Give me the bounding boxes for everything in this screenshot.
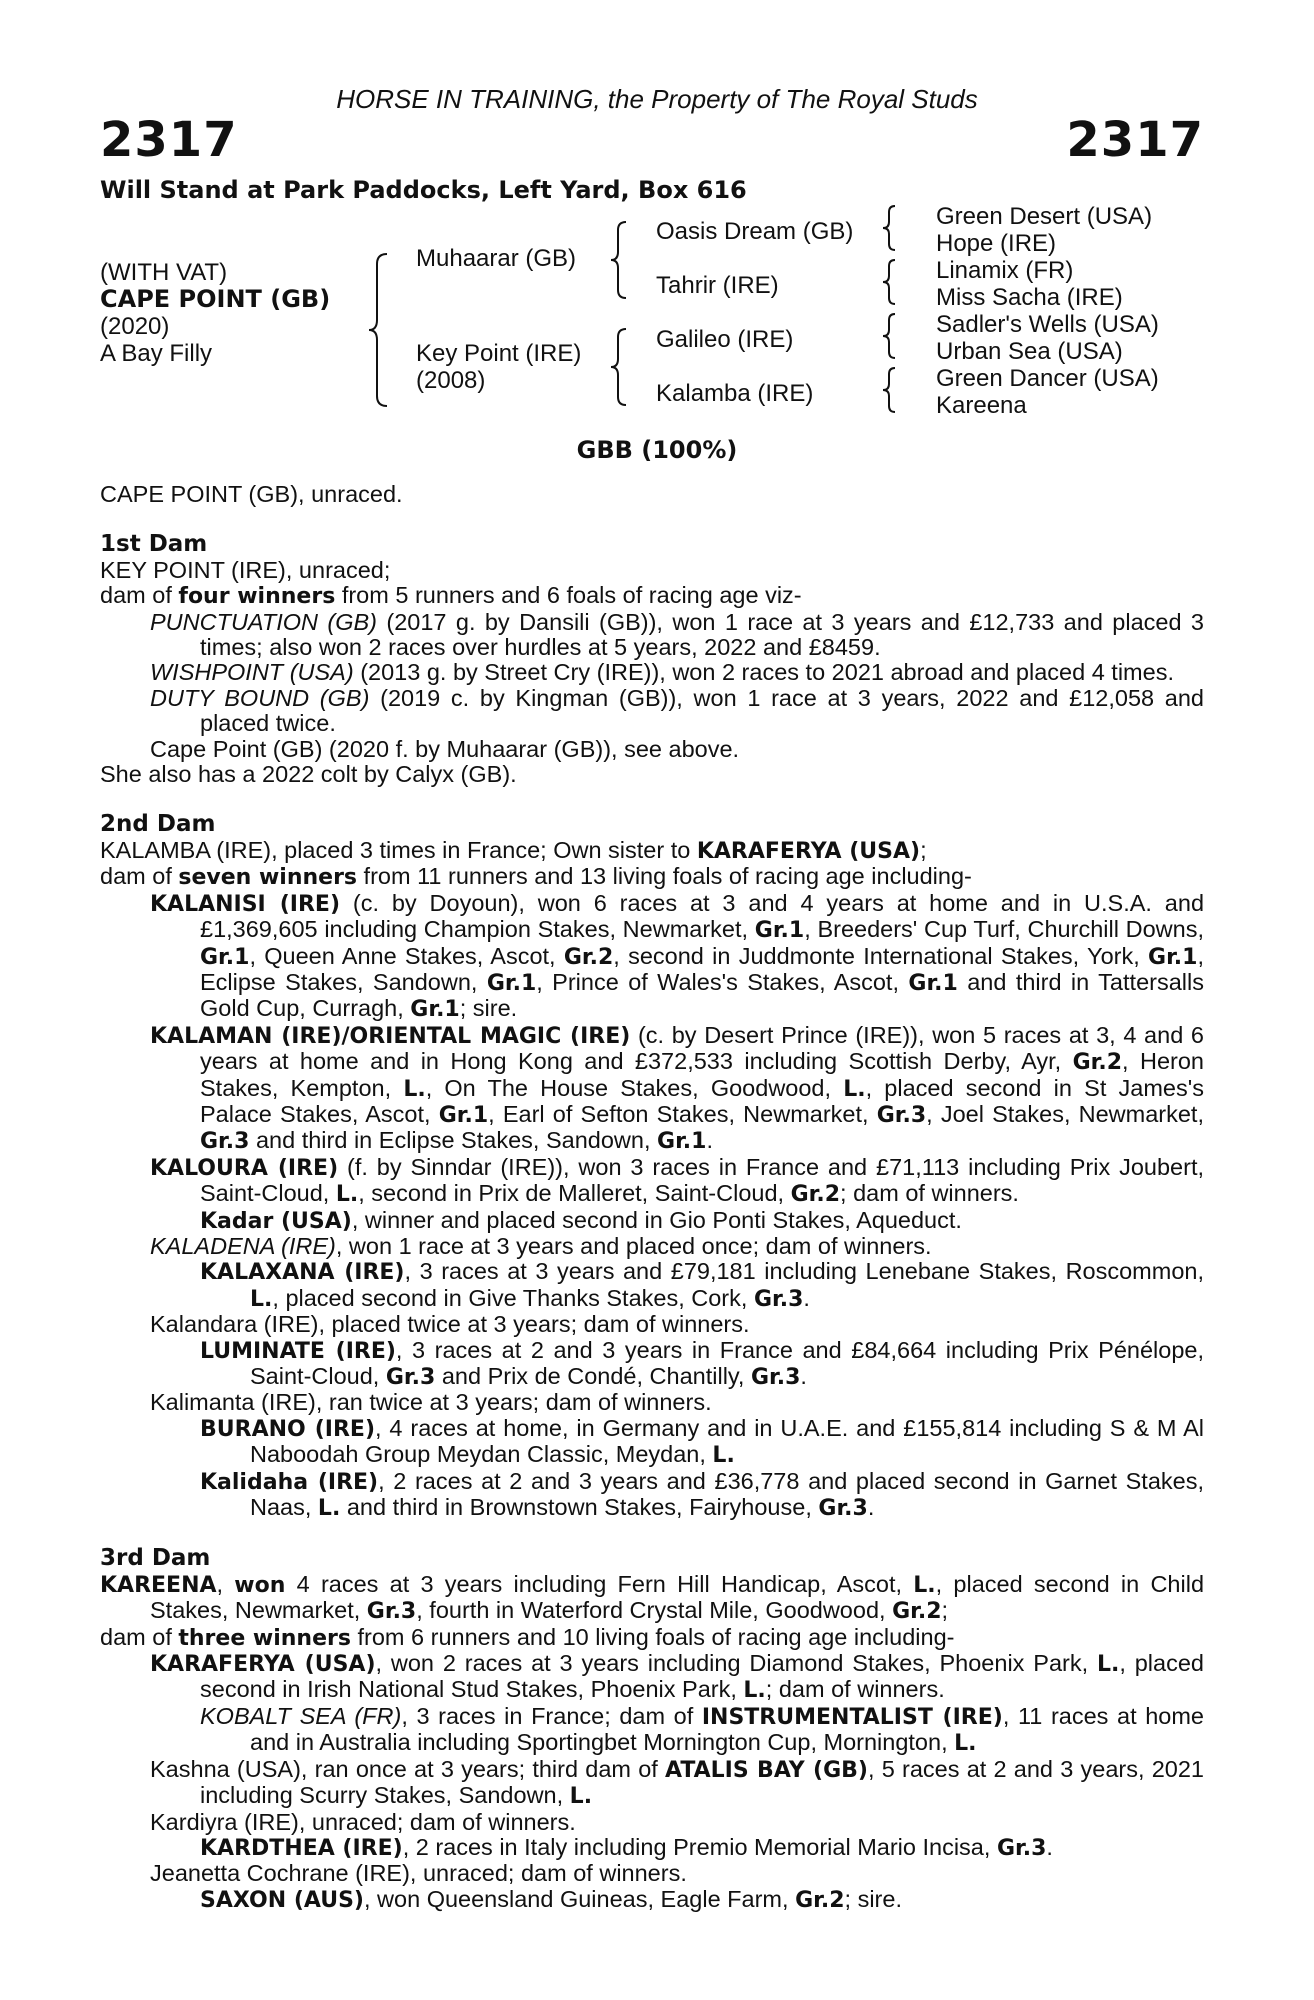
bold-text: Gr.3 [996, 1835, 1047, 1861]
text-run: (2017 g. by Dansili (GB)), won 1 race at 3 years and £12,733 and placed 3 times; also won 2 races over hurdles at 5 years, 2022 and £8459. [200, 608, 1204, 661]
pedigree-g3-8: Kareena [936, 392, 1027, 419]
text-run: and third in Tattersalls Gold Cup, Curragh, [200, 968, 1204, 1022]
bold-text: Gr.2 [1072, 1050, 1123, 1076]
text-run: , Breeders' Cup Turf, Churchill Downs, [804, 916, 1205, 943]
bold-text: Gr.2 [892, 1599, 942, 1625]
text-run: from 11 runners and 13 living foals of racing age including- [357, 863, 972, 890]
dam3-offspring-3: Kardiyra (IRE), unraced; dam of winners. [150, 1808, 576, 1835]
lot-number-left: 2317 [100, 112, 238, 168]
dam2-offspring-3 [100, 1155, 1204, 1208]
bold-text: Gr.2 [563, 944, 614, 970]
text-run: ; [941, 1597, 949, 1624]
dam2-offspring-2 [100, 1023, 1204, 1155]
pedigree-dam-sire: Galileo (IRE) [656, 326, 794, 353]
bold-text: LUMINATE (IRE) [200, 1338, 396, 1364]
text-run: (c. by Desert Prince (IRE)), won 5 races at 3, 4 and 6 years at home and in Hong Kong and £372,533 including Scottish Derby, Ayr, [200, 1021, 1204, 1075]
bold-text: L. [250, 1286, 273, 1312]
text-run: , [216, 1570, 235, 1597]
lot-number-right: 2317 [1066, 112, 1204, 168]
text-run: dam of [100, 1623, 179, 1650]
text-run: , 11 races at home and in Australia including Sportingbet Mornington Cup, Mornington, [250, 1702, 1205, 1756]
bold-text: L. [954, 1731, 977, 1757]
bold-text: Gr.3 [818, 1496, 868, 1522]
dam2-grand-5 [100, 1469, 1204, 1522]
bold-text: Gr.3 [385, 1365, 436, 1390]
pedigree-brace-dam [608, 325, 632, 409]
pedigree-brace-3 [880, 311, 900, 361]
text-run: , 2 races in Italy including Premio Memorial Mario Incisa, [402, 1833, 997, 1860]
dam2-line [100, 838, 1204, 864]
bold-text: L. [569, 1784, 593, 1810]
dam1-offspring-4: Cape Point (GB) (2020 f. by Muhaarar (GB)), see above. [150, 735, 740, 762]
text-run: , Joel Stakes, Newmarket, [926, 1100, 1204, 1127]
pedigree-dam-year: (2008) [416, 367, 486, 394]
bold-text: ATALIS BAY (GB) [665, 1757, 868, 1783]
dam2-heading: 2nd Dam [100, 811, 216, 838]
dam1-offspring-3 [100, 686, 1204, 737]
text-run: (2019 c. by Kingman (GB)), won 1 race at 3 years, 2022 and £12,058 and placed twice. [200, 684, 1205, 737]
text-run: , won Queensland Guineas, Eagle Farm, [364, 1885, 796, 1912]
dam3-grand-3 [100, 1887, 1204, 1913]
bold-text: Kalidaha (IRE) [200, 1469, 379, 1495]
catalogue-body [100, 482, 1204, 1913]
bold-text: L. [1096, 1652, 1120, 1678]
bold-text: SAXON (AUS) [200, 1887, 364, 1913]
text-run: from 5 runners and 6 foals of racing age viz- [335, 582, 802, 609]
dam1-note: She also has a 2022 colt by Calyx (GB). [100, 761, 517, 788]
text-run: , Queen Anne Stakes, Ascot, [249, 942, 564, 969]
text-run: ; dam of winners. [840, 1180, 1019, 1207]
dam2-grand-3 [100, 1338, 1204, 1391]
bold-text: L. [913, 1572, 936, 1598]
pedigree-g3-1: Green Desert (USA) [936, 203, 1153, 230]
bold-text: Gr.3 [753, 1286, 804, 1312]
dam3-grand-1 [100, 1704, 1204, 1757]
text-run: , placed second in Give Thanks Stakes, Cork, [272, 1284, 754, 1311]
dam1-offspring-2 [100, 660, 1204, 685]
bold-text: KALANISI (IRE) [150, 891, 341, 917]
bold-text: seven winners [178, 865, 358, 891]
text-run: and third in Brownstown Stakes, Fairyhouse, [340, 1494, 819, 1521]
text-run: ; sire. [459, 995, 518, 1022]
bold-text: Gr.3 [750, 1365, 801, 1390]
text-run: , 3 races at 3 years and £79,181 including Lenebane Stakes, Roscommon, [404, 1258, 1205, 1285]
text-run: ; sire. [844, 1885, 902, 1912]
dam1-produce [100, 583, 1204, 609]
bold-text: Kadar (USA) [200, 1208, 352, 1234]
pedigree-brace-2 [880, 257, 900, 307]
text-run: , second in Prix de Malleret, Saint-Cloud, [358, 1180, 791, 1207]
pedigree-g3-5: Sadler's Wells (USA) [936, 311, 1159, 338]
text-run: and third in Eclipse Stakes, Sandown, [249, 1127, 658, 1154]
pedigree-brace-main [365, 250, 395, 410]
dam1-line: KEY POINT (IRE), unraced; [100, 556, 391, 583]
bold-text: Gr.1 [1148, 944, 1198, 970]
text-run: , placed second in Irish National Stud Stakes, Phoenix Park, [200, 1650, 1204, 1703]
text-run: 4 races at 3 years including Fern Hill Handicap, Ascot, [285, 1570, 914, 1597]
text-run: , 2 races at 2 and 3 years and £36,778 and placed second in Garnet Stakes, Naas, [250, 1467, 1204, 1521]
horse-year: (2020) [100, 313, 170, 340]
bold-text: Gr.2 [790, 1182, 841, 1208]
dam2-grand-4 [100, 1416, 1204, 1469]
bold-text: Gr.2 [795, 1887, 845, 1913]
text-run: , winner and placed second in Gio Ponti Stakes, Aqueduct. [351, 1206, 962, 1233]
text-run: (f. by Sinndar (IRE)), won 3 races in France and £71,113 including Prix Joubert, Saint-Cloud, [200, 1153, 1205, 1207]
bold-text: Gr.1 [908, 970, 958, 996]
bold-text: KARAFERYA (USA) [696, 838, 921, 864]
bold-text: Gr.1 [438, 1102, 489, 1128]
text-run: , won 1 race at 3 years and placed once; dam of winners. [335, 1232, 932, 1259]
text-run: dam of [100, 582, 179, 609]
bold-text: KAREENA [100, 1572, 217, 1598]
text-run: , placed second in St James's Palace Stakes, Ascot, [200, 1074, 1204, 1127]
pedigree-brace-1 [880, 203, 900, 253]
dam2-offspring-6: Kalimanta (IRE), ran twice at 3 years; dam of winners. [150, 1389, 712, 1416]
text-run: , 4 races at home, in Germany and in U.A.E. and £155,814 including S & M Al Naboodah Group Meydan Classic, Meydan, [250, 1414, 1204, 1468]
bold-text: KALOURA (IRE) [150, 1155, 339, 1181]
dam2-offspring-5: Kalandara (IRE), placed twice at 3 years; dam of winners. [150, 1311, 750, 1338]
breeding-percentage: GBB (100%) [576, 436, 738, 464]
text-run: KOBALT SEA (FR) [200, 1702, 402, 1729]
text-run: and Prix de Condé, Chantilly, [435, 1363, 751, 1389]
intro-line: CAPE POINT (GB), unraced. [100, 481, 403, 507]
pedigree-dam: Key Point (IRE) [416, 340, 582, 367]
text-run: from 6 runners and 10 living foals of racing age including- [350, 1623, 955, 1650]
dam2-offspring-1 [100, 891, 1204, 1023]
stand-location: Will Stand at Park Paddocks, Left Yard, Box 616 [100, 176, 747, 204]
bold-text: won [234, 1572, 286, 1598]
text-run: , 3 races at 2 and 3 years in France and £84,664 including Prix Pénélope, Saint-Cloud, [250, 1336, 1204, 1389]
dam3-produce [100, 1625, 1204, 1651]
vat-note: (WITH VAT) [100, 259, 228, 286]
bold-text: BURANO (IRE) [200, 1416, 375, 1442]
pedigree-sire-sire: Oasis Dream (GB) [656, 218, 854, 245]
bold-text: four winners [178, 584, 336, 610]
text-run: PUNCTUATION (GB) [150, 608, 377, 635]
bold-text: L. [712, 1443, 735, 1469]
bold-text: Gr.3 [366, 1599, 417, 1625]
pedigree-sire: Muhaarar (GB) [416, 245, 577, 272]
text-run: . [800, 1363, 807, 1389]
text-run: . [803, 1284, 810, 1311]
pedigree-g3-2: Hope (IRE) [936, 230, 1057, 257]
dam1-offspring-1 [100, 610, 1204, 661]
dam3-line [100, 1572, 1204, 1625]
bold-text: KARDTHEA (IRE) [200, 1835, 403, 1861]
text-run: (2013 g. by Street Cry (IRE)), won 2 races to 2021 abroad and placed 4 times. [353, 659, 1174, 686]
text-run: dam of [100, 863, 179, 890]
text-run: KALADENA (IRE) [150, 1232, 336, 1259]
bold-text: KALAMAN (IRE)/ORIENTAL MAGIC (IRE) [150, 1023, 631, 1049]
pedigree-dam-dam: Kalamba (IRE) [656, 380, 814, 407]
pedigree-g3-3: Linamix (FR) [936, 257, 1074, 284]
text-run: , won 2 races at 3 years including Diamond Stakes, Phoenix Park, [375, 1650, 1097, 1677]
pedigree-g3-6: Urban Sea (USA) [936, 338, 1123, 365]
bold-text: KALAXANA (IRE) [200, 1260, 405, 1286]
text-run: , Prince of Wales's Stakes, Ascot, [536, 968, 909, 995]
pedigree-sire-dam: Tahrir (IRE) [656, 272, 779, 299]
text-run: , Eclipse Stakes, Sandown, [200, 942, 1204, 995]
dam1-heading: 1st Dam [100, 531, 208, 558]
text-run: , 3 races in France; dam of [401, 1702, 702, 1729]
text-run: , 5 races at 2 and 3 years, 2021 including Scurry Stakes, Sandown, [200, 1755, 1205, 1809]
text-run: . [706, 1127, 713, 1154]
bold-text: Gr.1 [754, 918, 805, 944]
page-header: HORSE IN TRAINING, the Property of The Royal Studs [336, 84, 978, 114]
dam3-grand-2 [100, 1835, 1204, 1861]
bold-text: Gr.1 [200, 944, 250, 970]
dam2-offspring-4 [100, 1234, 1204, 1259]
horse-name: CAPE POINT (GB) [100, 285, 331, 313]
bold-text: KARAFERYA (USA) [150, 1652, 376, 1678]
pedigree-brace-sire [608, 218, 632, 302]
dam3-offspring-1 [100, 1651, 1204, 1704]
dam3-offspring-2 [100, 1757, 1204, 1810]
bold-text: L. [843, 1076, 866, 1102]
dam3-heading: 3rd Dam [100, 1545, 211, 1572]
pedigree-g3-7: Green Dancer (USA) [936, 365, 1159, 392]
text-run: ; [920, 836, 927, 863]
text-run: , fourth in Waterford Crystal Mile, Goodwood, [416, 1597, 893, 1624]
bold-text: L. [403, 1076, 426, 1102]
dam2-produce [100, 864, 1204, 890]
text-run: , On The House Stakes, Goodwood, [425, 1074, 844, 1101]
bold-text: Gr.1 [410, 997, 460, 1023]
bold-text: Gr.3 [876, 1102, 927, 1128]
text-run: KALAMBA (IRE), placed 3 times in France; Own sister to [100, 836, 697, 863]
text-run: , second in Juddmonte International Stakes, York, [613, 942, 1149, 969]
text-run: , placed second in Child Stakes, Newmarket, [150, 1570, 1205, 1624]
text-run: (c. by Doyoun), won 6 races at 3 and 4 years at home and in U.S.A. and £1,369,605 including Champion Stakes, Newmarket, [200, 889, 1205, 943]
dam3-offspring-4: Jeanetta Cochrane (IRE), unraced; dam of winners. [150, 1860, 687, 1887]
dam2-grand-2 [100, 1259, 1204, 1312]
bold-text: INSTRUMENTALIST (IRE) [701, 1704, 1003, 1730]
text-run: Kashna (USA), ran once at 3 years; third dam of [150, 1755, 666, 1782]
text-run: DUTY BOUND (GB) [150, 684, 370, 711]
text-run: , Earl of Sefton Stakes, Newmarket, [488, 1100, 877, 1127]
text-run: ; dam of winners. [765, 1676, 945, 1703]
bold-text: Gr.3 [200, 1129, 250, 1155]
dam2-grand-1 [100, 1208, 1204, 1234]
horse-description: A Bay Filly [100, 340, 213, 367]
bold-text: L. [743, 1678, 766, 1704]
bold-text: L. [317, 1496, 341, 1522]
pedigree-g3-4: Miss Sacha (IRE) [936, 284, 1123, 311]
bold-text: Gr.1 [486, 970, 537, 996]
text-run: WISHPOINT (USA) [150, 659, 354, 686]
bold-text: L. [335, 1182, 359, 1208]
text-run: , Heron Stakes, Kempton, [200, 1048, 1204, 1101]
bold-text: Gr.1 [657, 1129, 707, 1155]
text-run: . [1046, 1833, 1053, 1860]
text-run: . [867, 1494, 875, 1521]
bold-text: three winners [178, 1625, 351, 1651]
pedigree-brace-4 [880, 365, 900, 415]
